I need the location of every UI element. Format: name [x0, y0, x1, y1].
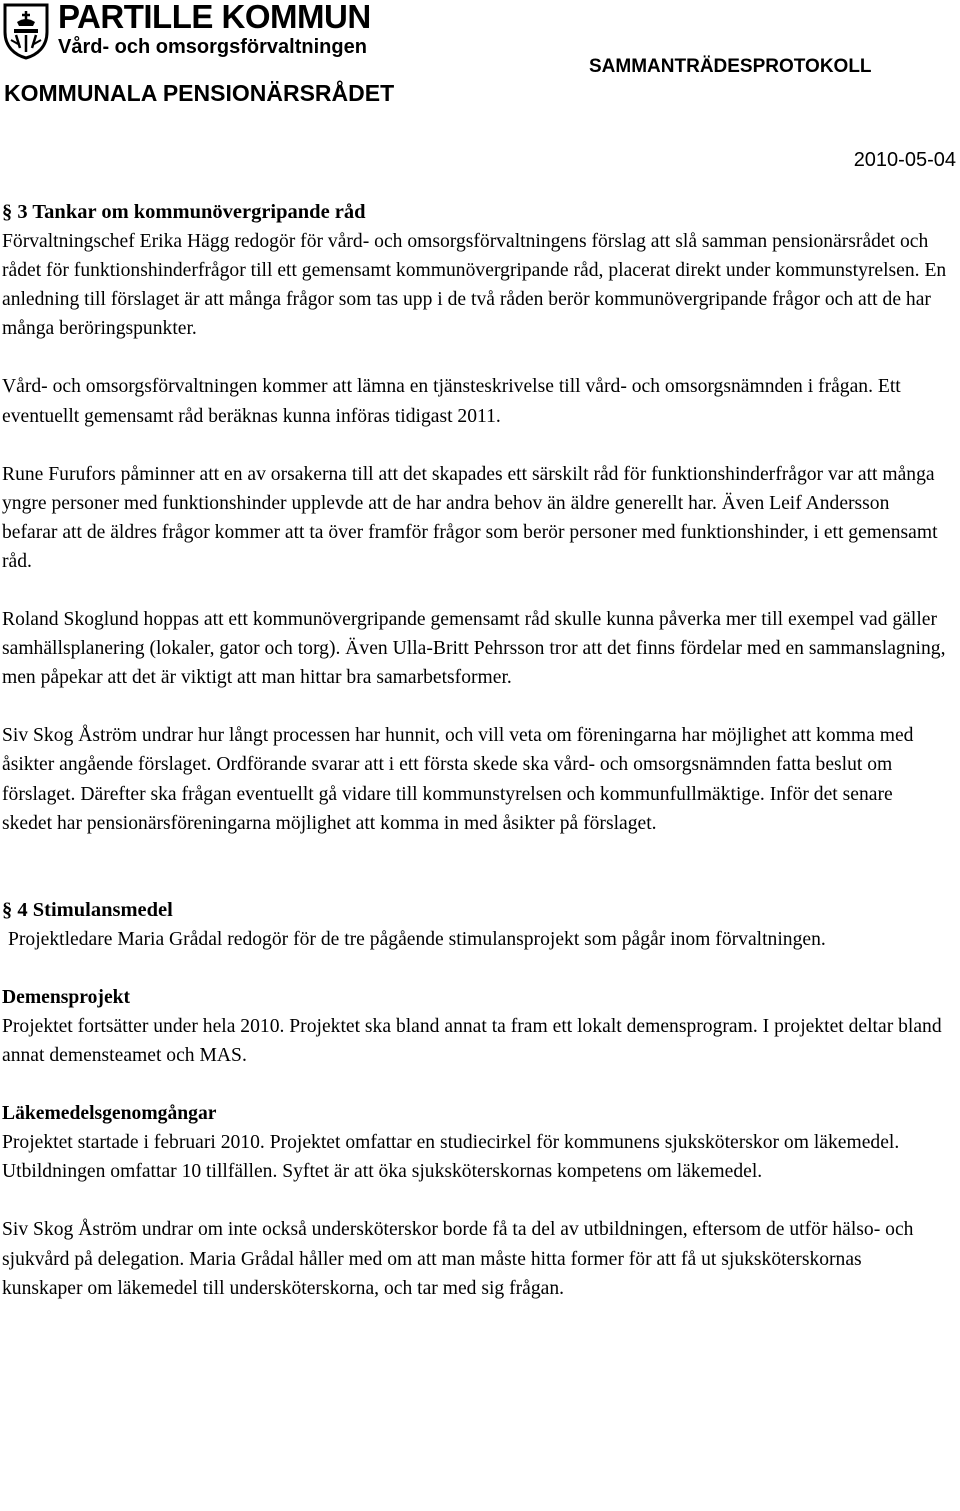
subsection-demensprojekt-title: Demensprojekt	[2, 986, 131, 1008]
section-3-paragraph-1: Förvaltningschef Erika Hägg redogör för vård- och omsorgsförvaltningens förslag att slå samman pensionärsrådet och rådet för funktionshinderfrågor till ett gemensamt kommunövergripande råd, placerat direkt under kommunstyrelsen. En anledning till förslaget är att många frågor som tas upp i de två råden berör kommunövergripande frågor och att de har många beröringspunkter.	[2, 231, 947, 340]
section-3-paragraph-4: Roland Skoglund hoppas att ett kommunövergripande gemensamt råd skulle kunna påverka mer till exempel vad gäller samhällsplanering (lokaler, gator och torg). Även Ulla-Britt Pehrsson tror att det finns fördelar med en sammanslagning, men påpekar att det är viktigt att man hittar bra samarbetsformer.	[2, 609, 946, 689]
section-3-title: § 3 Tankar om kommunövergripande råd	[2, 201, 366, 223]
subsection-lakemedel-text: Projektet startade i februari 2010. Projektet omfattar en studiecirkel för kommunens sjuksköterskor om läkemedel. Utbildningen omfattar 10 tillfällen. Syftet är att öka sjuksköterskornas kompetens om läkemedel.	[2, 1132, 900, 1183]
section-4-intro: Projektledare Maria Grådal redogör för de tre pågående stimulansprojekt som pågår inom förvaltningen.	[8, 928, 826, 950]
meeting-date: 2010-05-04	[853, 149, 956, 171]
section-4-title: § 4 Stimulansmedel	[2, 898, 173, 921]
department-name: Vård- och omsorgsförvaltningen	[58, 36, 367, 58]
document-body	[2, 198, 947, 1303]
subsection-lakemedel-title: Läkemedelsgenomgångar	[2, 1103, 217, 1125]
document-header	[0, 0, 960, 171]
section-4-paragraph-last: Siv Skog Åström undrar om inte också undersköterskor borde få ta del av utbildningen, eftersom de utför hälso- och sjukvård på delegation. Maria Grådal håller med om att man måste hitta former för att få ut sjuksköterskornas kunskaper om läkemedel till undersköterskorna, och tar med sig frågan.	[2, 1219, 914, 1299]
council-name: KOMMUNALA PENSIONÄRSRÅDET	[4, 80, 395, 106]
section-3-paragraph-2: Vård- och omsorgsförvaltningen kommer att lämna en tjänsteskrivelse till vård- och omsorgsnämnden i frågan. Ett eventuellt gemensamt råd beräknas kunna införas tidigast 2011.	[2, 376, 901, 427]
subsection-demensprojekt-text: Projektet fortsätter under hela 2010. Projektet ska bland annat ta fram ett lokalt demensprogram. I projektet deltar bland annat demensteamet och MAS.	[2, 1015, 942, 1067]
section-3-paragraph-5: Siv Skog Åström undrar hur långt processen har hunnit, och vill veta om föreningarna har möjlighet att komma med åsikter angående förslaget. Ordförande svarar att i ett första skede ska vård- och omsorgsnämnden fatta beslut om förslaget. Därefter ska frågan eventuellt gå vidare till kommunstyrelsen och kommunfullmäktige. Inför det senare skedet har pensionärsföreningarna möjlighet att komma in med åsikter på förslaget.	[2, 725, 914, 834]
document-type: SAMMANTRÄDESPROTOKOLL	[589, 56, 872, 77]
organization-name: PARTILLE KOMMUN	[58, 0, 371, 35]
section-3-paragraph-3: Rune Furufors påminner att en av orsakerna till att det skapades ett särskilt råd för funktionshinderfrågor var att många yngre personer med funktionshinder upplevde att de har andra behov än äldre generellt har. Även Leif Andersson befarar att de äldres frågor kommer att ta över framför frågor som berör personer med funktionshinder, i ett gemensamt råd.	[2, 463, 938, 572]
municipal-crest-icon	[2, 2, 50, 60]
